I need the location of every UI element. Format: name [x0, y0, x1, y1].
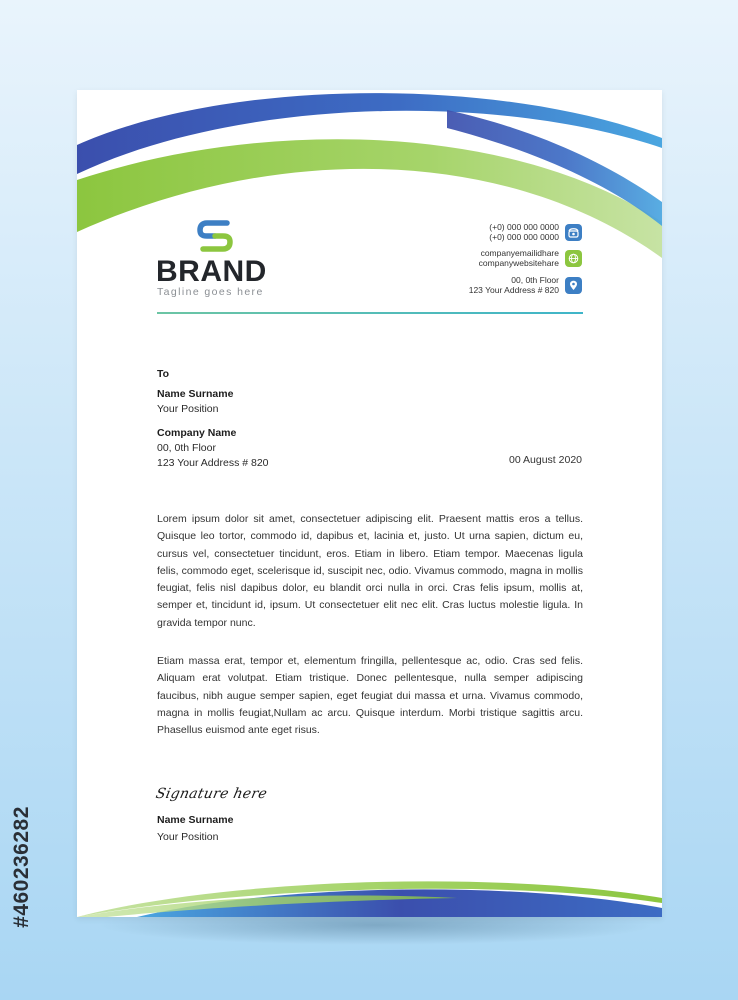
- email-text: companyemailidhare: [480, 248, 559, 258]
- phone-2: (+0) 000 000 0000: [489, 232, 559, 242]
- recipient-address-2: 123 Your Address # 820: [157, 457, 269, 469]
- address-line-2: 123 Your Address # 820: [468, 285, 559, 295]
- brand-name: BRAND: [156, 255, 267, 288]
- body-paragraph-1: Lorem ipsum dolor sit amet, consectetuer adipiscing elit. Praesent mattis eros a tellus. Quisque leo tortor, commodo id, dapibus et, lacinia et, justo. Ut urna sapien, dictum eu, cursus vel, consectetuer tincidunt, eros. Etiam in libero. Etiam tempor. Maecenas ligula felis, commodo eget, scelerisque id, suscipit nec, odio. Vivamus commodo, magna in mollis feugiat, felis nisl dapibus dolor, eu blandit orci nulla in orci. Cras felis ipsum, mollis at, semper et, tincidunt id, ipsum. Ut consectetuer elit nec elit. Cras luctus molestie ligula. In gravida tempor nunc.: [157, 513, 583, 629]
- body-paragraph-2: Etiam massa erat, tempor et, elementum fringilla, pellentesque ac, odio. Cras sed felis. Aliquam erat volutpat. Etiam tristique. Donec pellentesque, nulla semper adipiscing faucibus, nibh augue semper sapien, eget feugiat dui massa et urna. Vivamus commodo, magna in mollis feugiat,Nullam ac arcu. Quisque interdum. Morbi tristique sagittis arcu. Phasellus euismod ante eget risus.: [157, 655, 583, 737]
- stock-id-text: #460236282: [10, 806, 34, 928]
- contact-address: [469, 275, 582, 295]
- globe-icon: [565, 250, 582, 267]
- stock-id-watermark: [4, 752, 40, 982]
- signer-position: Your Position: [157, 831, 219, 843]
- brand-logo-icon: [197, 217, 233, 255]
- to-label: To: [157, 368, 170, 380]
- brand-tagline: Tagline goes here: [157, 286, 264, 298]
- letterhead-paper: [77, 90, 662, 917]
- signer-name: Name Surname: [157, 814, 234, 826]
- footer-wave-decoration: [77, 870, 662, 917]
- contact-phone: [489, 222, 582, 242]
- recipient-position: Your Position: [157, 403, 219, 415]
- address-line-1: 00, 0th Floor: [511, 275, 559, 285]
- contact-web: [479, 248, 582, 268]
- letter-date: 00 August 2020: [509, 454, 582, 466]
- recipient-address-1: 00, 0th Floor: [157, 442, 216, 454]
- recipient-name: Name Surname: [157, 388, 234, 400]
- website-text: companywebsitehare: [478, 258, 559, 268]
- location-pin-icon: [565, 277, 582, 294]
- phone-1: (+0) 000 000 0000: [489, 222, 559, 232]
- recipient-company: Company Name: [157, 427, 237, 439]
- signature: Signature here: [154, 786, 269, 802]
- phone-icon: [565, 224, 582, 241]
- header-divider: [157, 312, 583, 314]
